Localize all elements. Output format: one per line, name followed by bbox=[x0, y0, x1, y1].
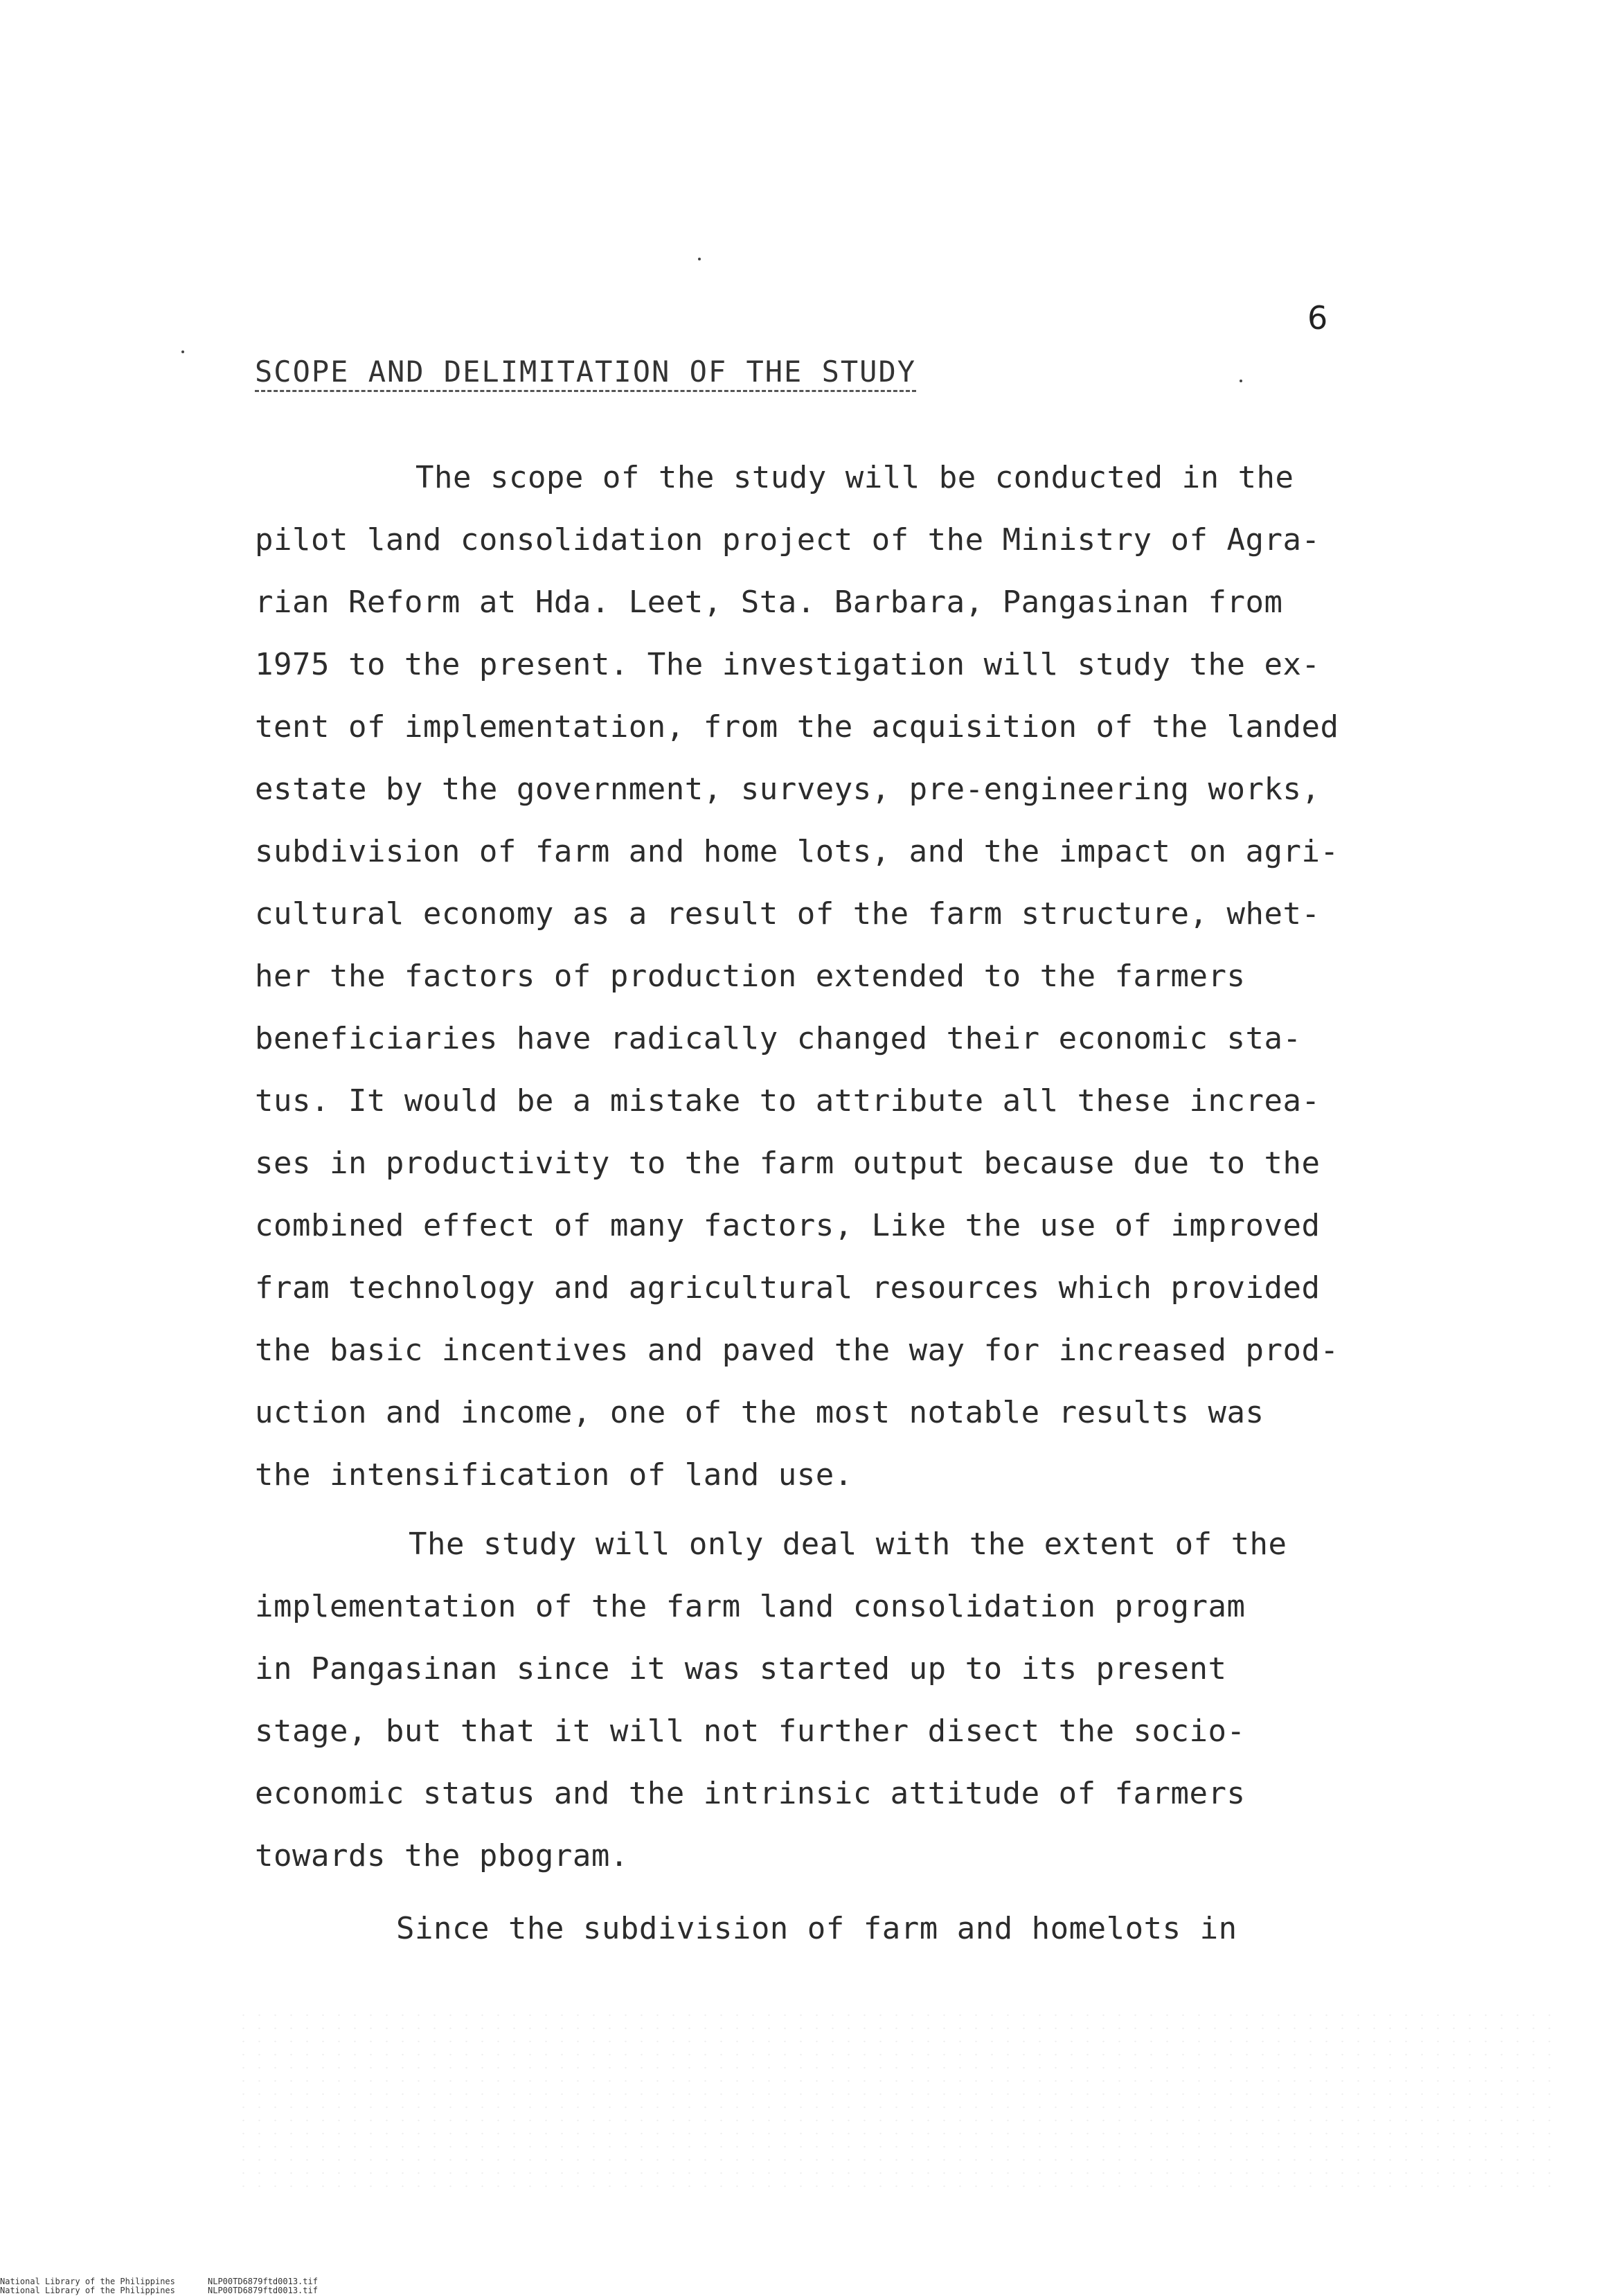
text-line: uction and income, one of the most notable results was bbox=[255, 1395, 1264, 1430]
text-line: her the factors of production extended to the farmers bbox=[255, 959, 1246, 994]
text-line: ses in productivity to the farm output because due to the bbox=[255, 1146, 1321, 1181]
scan-speck bbox=[698, 258, 701, 260]
text-line: The study will only deal with the extent of the bbox=[409, 1527, 1287, 1562]
page-number: 6 bbox=[1307, 299, 1328, 337]
text-line: The scope of the study will be conducted in the bbox=[415, 460, 1294, 495]
text-line: economic status and the intrinsic attitude of farmers bbox=[255, 1776, 1246, 1811]
footer-file: NLP00TD6879ftd0013.tif bbox=[208, 2277, 318, 2286]
text-line: the intensification of land use. bbox=[255, 1457, 853, 1493]
text-line: 1975 to the present. The investigation will study the ex- bbox=[255, 647, 1321, 682]
text-line: stage, but that it will not further disect the socio- bbox=[255, 1714, 1246, 1749]
text-line: tent of implementation, from the acquisition of the landed bbox=[255, 709, 1339, 745]
text-line: the basic incentives and paved the way for increased prod- bbox=[255, 1333, 1339, 1368]
text-line: fram technology and agricultural resources which provided bbox=[255, 1270, 1321, 1306]
text-line: pilot land consolidation project of the Ministry of Agra- bbox=[255, 522, 1321, 558]
scan-noise bbox=[235, 2009, 1551, 2189]
scan-speck bbox=[181, 350, 184, 353]
section-heading: SCOPE AND DELIMITATION OF THE STUDY bbox=[255, 355, 916, 392]
footer-library: National Library of the Philippines bbox=[0, 2277, 175, 2286]
text-line: implementation of the farm land consolidation program bbox=[255, 1589, 1246, 1624]
text-line: combined effect of many factors, Like the use of improved bbox=[255, 1208, 1321, 1243]
text-line: in Pangasinan since it was started up to its present bbox=[255, 1651, 1227, 1687]
footer-file: NLP00TD6879ftd0013.tif bbox=[208, 2286, 318, 2295]
text-line: subdivision of farm and home lots, and the impact on agri- bbox=[255, 834, 1339, 869]
text-line: Since the subdivision of farm and homelots in bbox=[396, 1911, 1237, 1946]
text-line: beneficiaries have radically changed their economic sta- bbox=[255, 1021, 1302, 1056]
text-line: estate by the government, surveys, pre-engineering works, bbox=[255, 772, 1321, 807]
text-line: towards the pbogram. bbox=[255, 1838, 629, 1874]
footer-line bbox=[0, 2286, 318, 2295]
footer-line bbox=[0, 2277, 318, 2286]
scan-speck bbox=[1240, 380, 1242, 382]
text-line: rian Reform at Hda. Leet, Sta. Barbara, Pangasinan from bbox=[255, 585, 1283, 620]
text-line: cultural economy as a result of the farm structure, whet- bbox=[255, 896, 1321, 932]
footer-library: National Library of the Philippines bbox=[0, 2286, 175, 2295]
text-line: tus. It would be a mistake to attribute all these increa- bbox=[255, 1083, 1321, 1119]
